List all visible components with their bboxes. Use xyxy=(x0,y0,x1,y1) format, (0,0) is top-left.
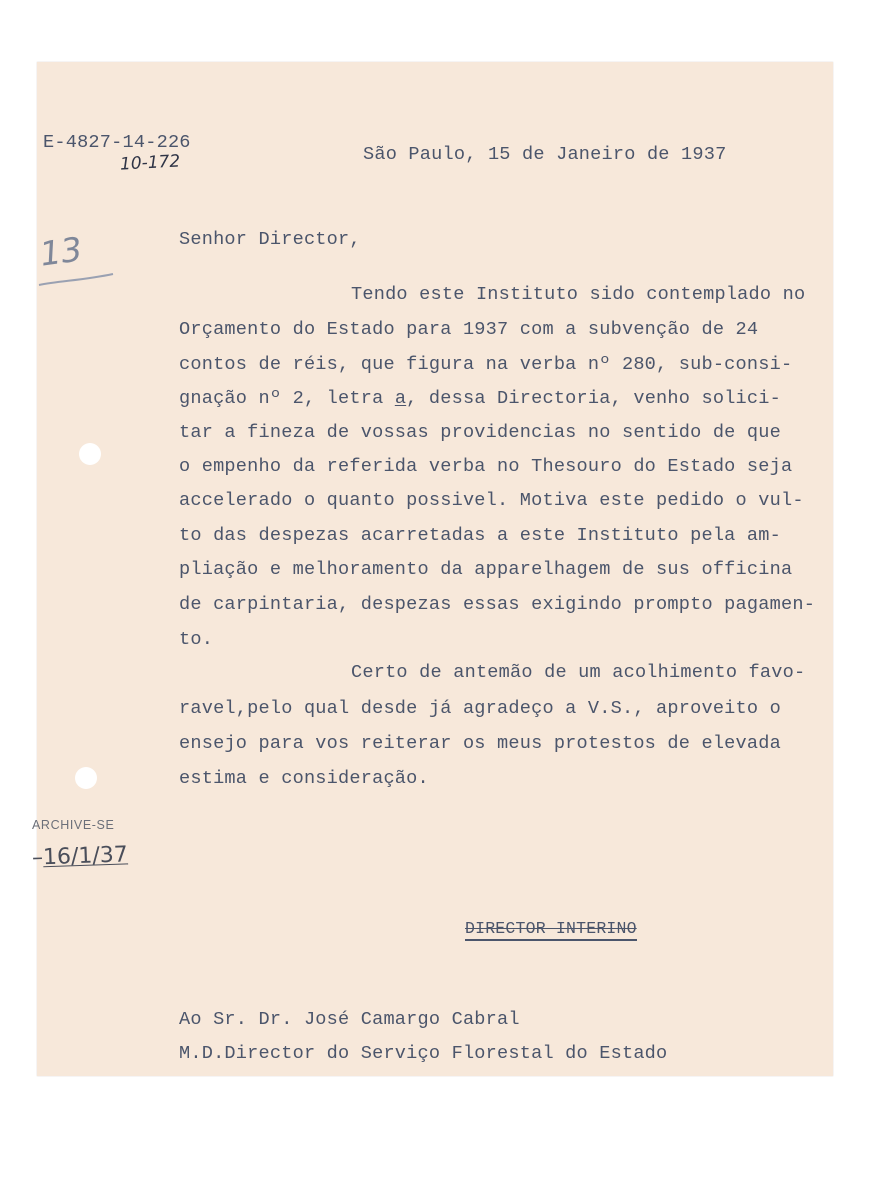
body-line-2: Orçamento do Estado para 1937 com a subvenção de 24 xyxy=(179,319,759,340)
body-line-9: pliação e melhoramento da apparelhagem de sus officina xyxy=(179,559,793,580)
signature-title: DIRECTOR INTERINO xyxy=(465,919,637,941)
body-line-10: de carpintaria, despezas essas exigindo prompto pagamen- xyxy=(179,594,816,615)
archive-date-value: 16/1/37 xyxy=(42,842,129,871)
body-line-13: ravel,pelo qual desde já agradeço a V.S., aproveito o xyxy=(179,698,781,719)
body-line-4-start: gnação nº 2, letra xyxy=(179,388,384,409)
underlined-letter: a xyxy=(394,388,407,409)
salutation: Senhor Director, xyxy=(179,229,361,250)
body-line-5: tar a fineza de vossas providencias no sentido de que xyxy=(179,422,781,443)
body-line-4-end: , dessa Directoria, venho solici- xyxy=(406,388,781,409)
body-line-4 xyxy=(179,387,781,411)
place-date: São Paulo, 15 de Janeiro de 1937 xyxy=(363,144,727,165)
body-line-15: estima e consideração. xyxy=(179,768,429,789)
body-line-14: ensejo para vos reiterar os meus protestos de elevada xyxy=(179,733,781,754)
archive-date xyxy=(32,842,129,870)
pencil-underline xyxy=(37,268,117,290)
body-line-11: to. xyxy=(179,629,214,650)
body-line-6: o empenho da referida verba no Thesouro do Estado seja xyxy=(179,456,793,477)
handwritten-reference: 10-172 xyxy=(119,151,181,175)
reference-number: E-4827-14-226 xyxy=(43,132,191,153)
pencil-number: 13 xyxy=(37,229,85,274)
body-line-3: contos de réis, que figura na verba nº 280, sub-consi- xyxy=(179,354,793,375)
punch-hole-bottom xyxy=(75,767,97,789)
archive-stamp: ARCHIVE-SE xyxy=(32,818,115,832)
body-line-7: accelerado o quanto possivel. Motiva este pedido o vul- xyxy=(179,490,804,511)
archive-date-dash: – xyxy=(31,845,44,871)
body-line-1: Tendo este Instituto sido contemplado no xyxy=(351,284,806,305)
body-line-8: to das despezas acarretadas a este Instituto pela am- xyxy=(179,525,781,546)
addressee-position: M.D.Director do Serviço Florestal do Estado xyxy=(179,1043,668,1064)
pencil-underline-stroke xyxy=(39,274,113,285)
punch-hole-top xyxy=(79,443,101,465)
addressee-name: Ao Sr. Dr. José Camargo Cabral xyxy=(179,1009,520,1030)
body-line-12: Certo de antemão de um acolhimento favo- xyxy=(351,662,806,683)
